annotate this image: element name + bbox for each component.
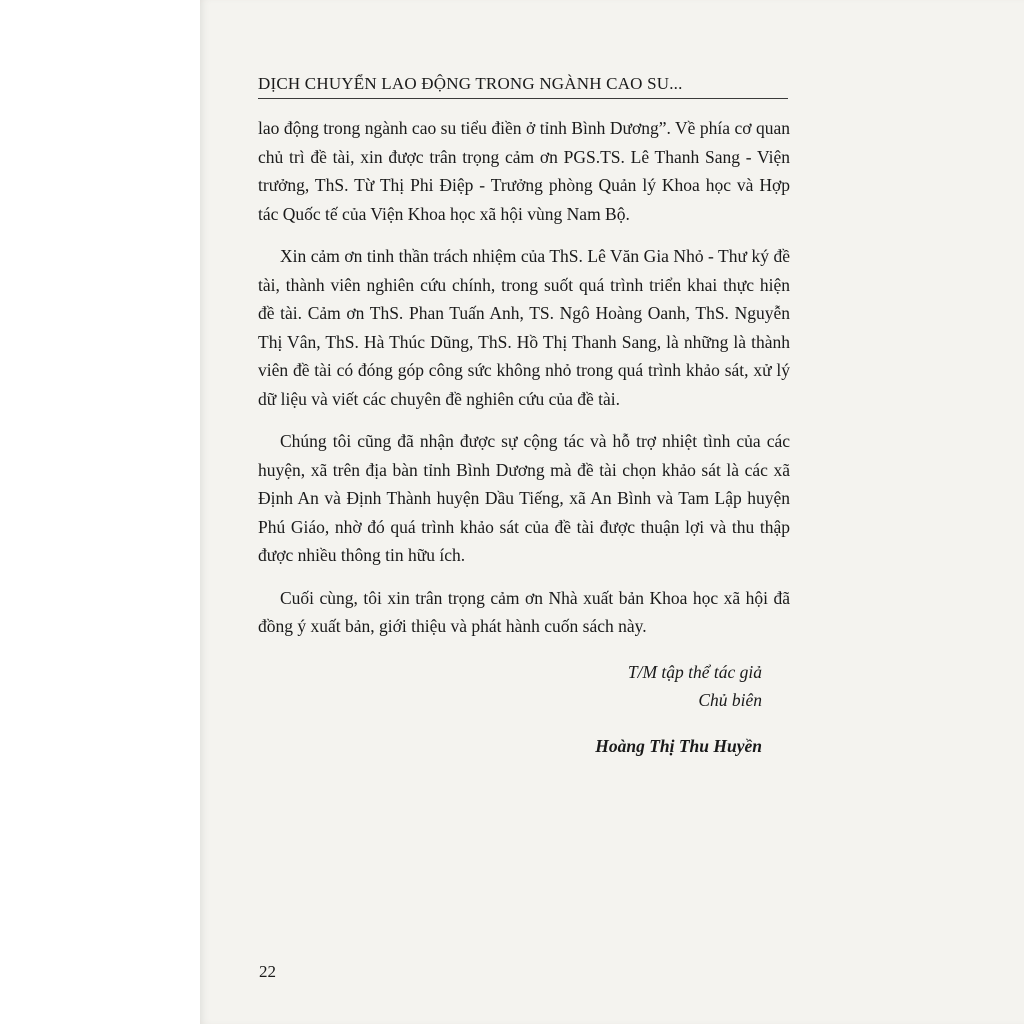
paragraph-3: Chúng tôi cũng đã nhận được sự cộng tác và hỗ trợ nhiệt tình của các huyện, xã trên địa bàn tỉnh Bình Dương mà đề tài chọn khảo sát là các xã Định An và Định Thành huyện Dầu Tiếng, xã An Bình và Tam Lập huyện Phú Giáo, nhờ đó quá trình khảo sát của đề tài được thuận lợi và thu thập được nhiều thông tin hữu ích. <box>258 431 790 565</box>
page-number: 22 <box>259 962 276 981</box>
paragraph-4: Cuối cùng, tôi xin trân trọng cảm ơn Nhà xuất bản Khoa học xã hội đã đồng ý xuất bản, giới thiệu và phát hành cuốn sách này. <box>258 587 790 636</box>
running-head: DỊCH CHUYỂN LAO ĐỘNG TRONG NGÀNH CAO SU... <box>258 74 683 93</box>
header-rule <box>258 98 788 99</box>
signature-role: T/M tập thể tác giả <box>627 662 762 682</box>
paragraph-1: lao động trong ngành cao su tiểu điền ở tỉnh Bình Dương”. Về phía cơ quan chủ trì đề tài, xin được trân trọng cảm ơn PGS.TS. Lê Thanh Sang - Viện trưởng, ThS. Từ Thị Phi Điệp - Trưởng phòng Quản lý Khoa học và Hợp tác Quốc tế của Viện Khoa học xã hội vùng Nam Bộ. <box>258 118 790 224</box>
paragraph-2: Xin cảm ơn tinh thần trách nhiệm của ThS. Lê Văn Gia Nhỏ - Thư ký đề tài, thành viên nghiên cứu chính, trong suốt quá trình triển khai thực hiện đề tài. Cảm ơn ThS. Phan Tuấn Anh, TS. Ngô Hoàng Oanh, ThS. Nguyễn Thị Vân, ThS. Hà Thúc Dũng, ThS. Hồ Thị Thanh Sang, là những là thành viên đề tài có đóng góp công sức không nhỏ trong quá trình khảo sát, xử lý dữ liệu và viết các chuyên đề nghiên cứu của đề tài. <box>258 246 790 409</box>
signature-title: Chủ biên <box>698 690 762 710</box>
body-text <box>258 114 790 655</box>
signature-name: Hoàng Thị Thu Huyền <box>595 736 762 756</box>
